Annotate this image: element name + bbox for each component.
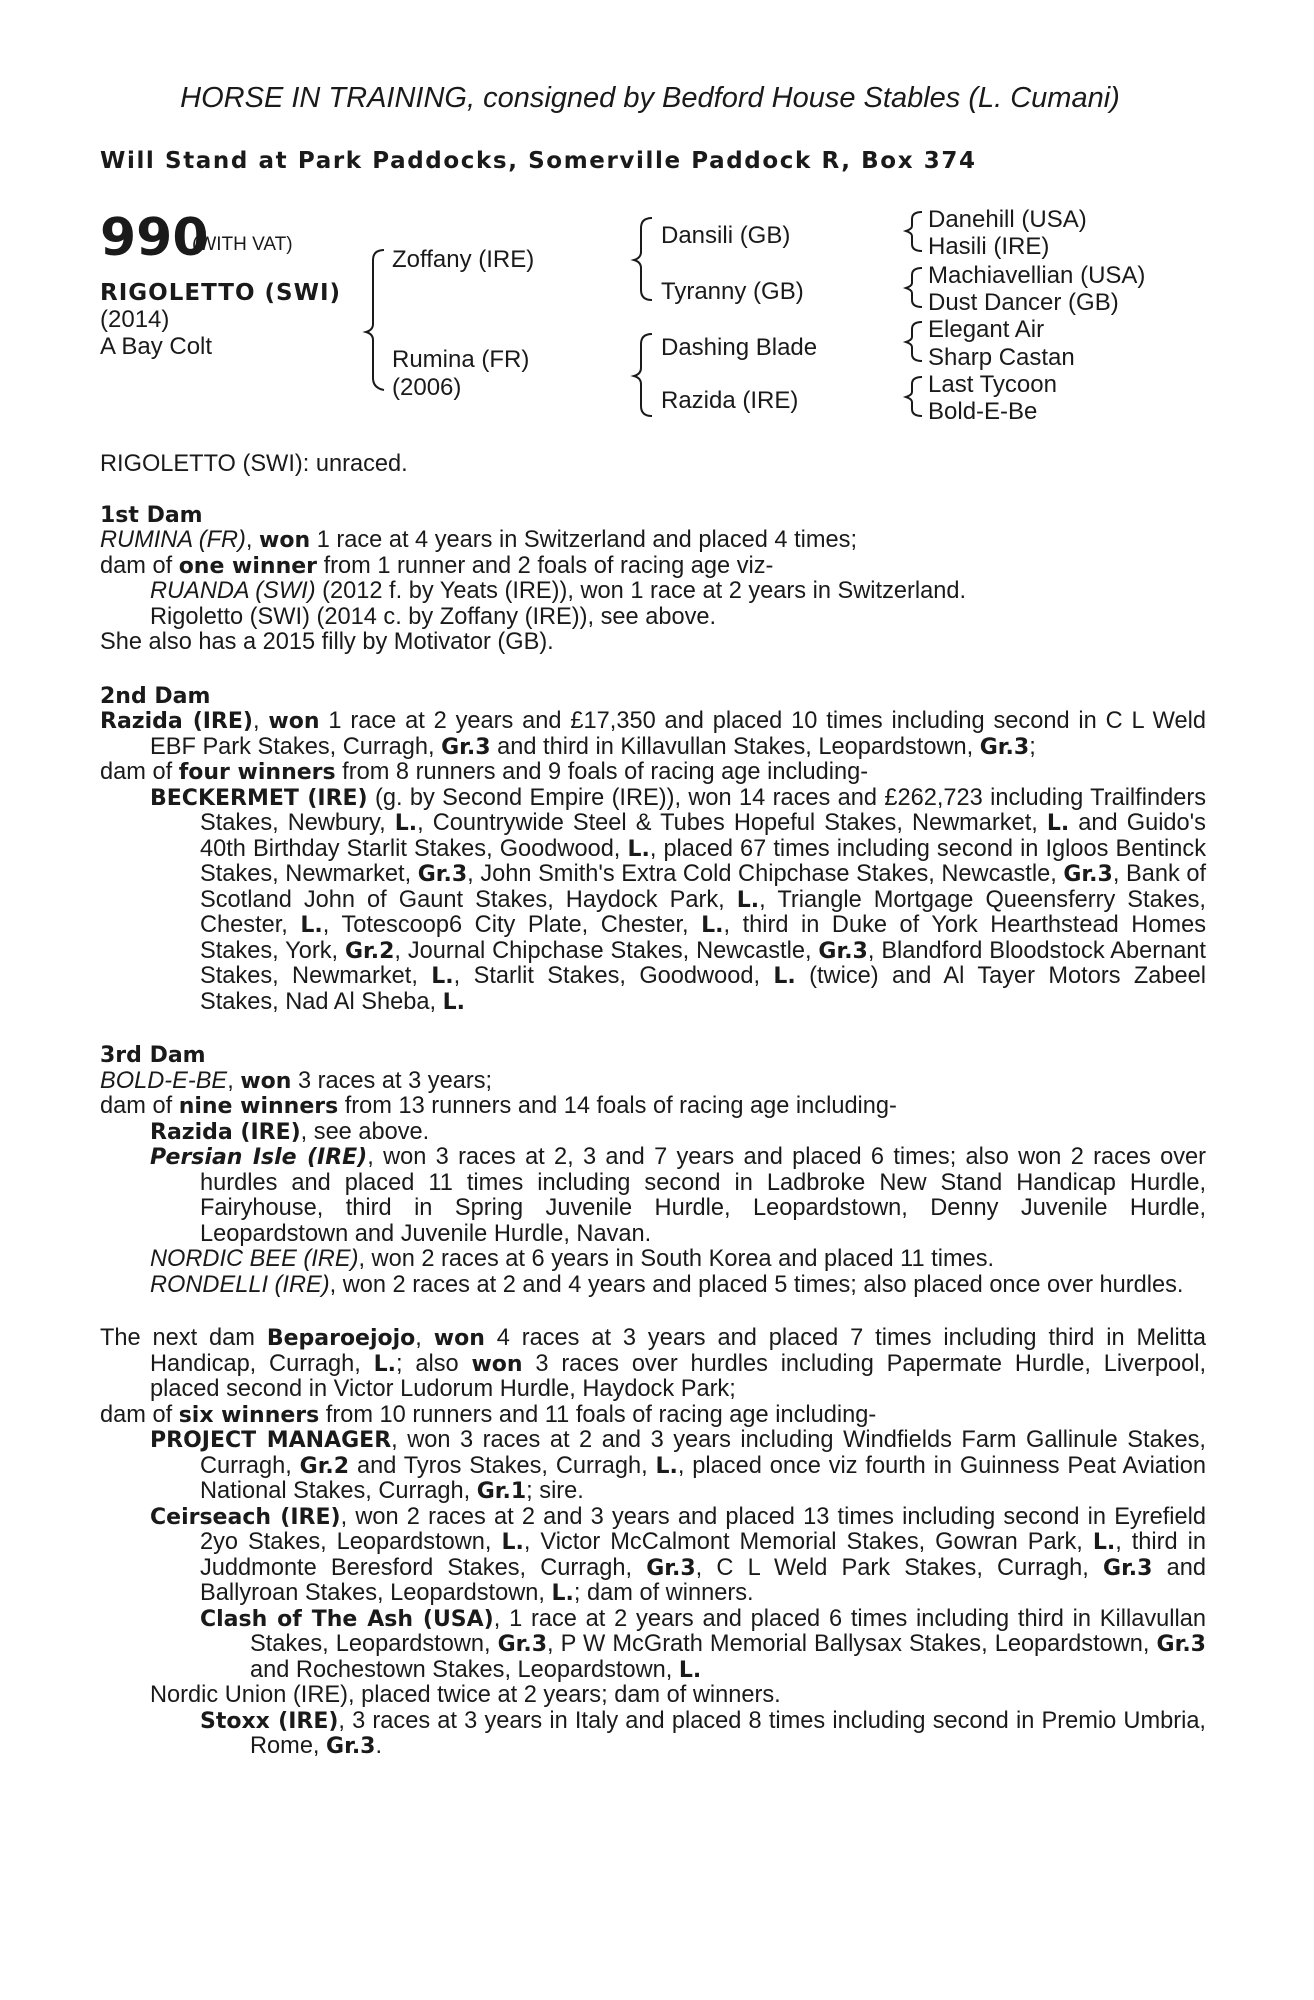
third-dam-heading: 3rd Dam (100, 1043, 206, 1068)
third-dam-record: BOLD-E-BE, won 3 races at 3 years; (100, 1067, 493, 1094)
next-dam-granddaughter-stoxx: Stoxx (IRE), 3 races at 3 years in Italy and placed 8 times including second in Premio Umbria, Rome, Gr.3. (200, 1707, 1206, 1759)
second-dam-foal-beckermet: BECKERMET (IRE) (g. by Second Empire (IRE)), won 14 races and £262,723 including Trailfinders Stakes, Newbury, L., Countrywide Steel & Tubes Hopeful Stakes, Newmarket, L. and Guido's 40th Birthday Starlit Stakes, Goodwood, L., placed 67 times including second in Igloos Bentinck Stakes, Newmarket, Gr.3, John Smith's Extra Cold Chipchase Stakes, Newcastle, Gr.3, Bank of Scotland John of Gaunt Stakes, Haydock Park, L., Triangle Mortgage Queensferry Stakes, Chester, L., Totescoop6 City Plate, Chester, L., third in Duke of York Hearthstead Homes Stakes, York, Gr.2, Journal Chipchase Stakes, Newcastle, Gr.3, Blandford Bloodstock Abernant Stakes, Newmarket, L., Starlit Stakes, Goodwood, L. (twice) and Al Tayer Motors Zabeel Stakes, Nad Al Sheba, L. (150, 784, 1207, 1015)
brace-g3-4 (906, 377, 922, 416)
horse-description: A Bay Colt (100, 333, 213, 360)
first-dam-filly: She also has a 2015 filly by Motivator (GB). (100, 629, 554, 655)
second-dam-heading: 2nd Dam (100, 683, 211, 709)
brace-sire (634, 218, 652, 300)
horse-name: RIGOLETTO (SWI) (100, 280, 342, 306)
first-dam-foal-2: Rigoletto (SWI) (2014 c. by Zoffany (IRE)), see above. (150, 603, 717, 630)
next-dam-foal-ceirseach: Ceirseach (IRE), won 2 races at 2 and 3 years and placed 13 times including second in Eyrefield 2yo Stakes, Leopardstown, L., Victor McCalmont Memorial Stakes, Gowran Park, L., third in Juddmonte Beresford Stakes, Curragh, Gr.3, C L Weld Park Stakes, Curragh, Gr.3 and Ballyroan Stakes, Leopardstown, L.; dam of winners. (150, 1503, 1206, 1606)
third-dam-foal-persian-isle: Persian Isle (IRE), won 3 races at 2, 3 and 7 years and placed 6 times; also won 2 races over hurdles and placed 11 times including second in Ladbroke New Stand Handicap Hurdle, Fairyhouse, third in Spring Juvenile Hurdle, Leopardstown, Denny Juvenile Hurdle, Leopardstown and Juvenile Hurdle, Navan. (150, 1144, 1206, 1247)
pedigree-g3-6: Sharp Castan (928, 344, 1075, 371)
pedigree-g3-2: Hasili (IRE) (928, 233, 1050, 260)
brace-sire-dam (366, 250, 384, 390)
next-dam-record: The next dam Beparoejojo, won 4 races at 3 years and placed 7 times including third in Melitta Handicap, Curragh, L.; also won 3 races over hurdles including Papermate Hurdle, Liverpool, placed second in Victor Ludorum Hurdle, Haydock Park; (100, 1325, 1206, 1402)
lot-number: 990 (100, 208, 209, 268)
second-dam-record: Razida (IRE), won 1 race at 2 years and £17,350 and placed 10 times including second in C L Weld EBF Park Stakes, Curragh, Gr.3 and third in Killavullan Stakes, Leopardstown, Gr.3; (100, 708, 1206, 760)
next-dam-produce: dam of six winners from 10 runners and 11 foals of racing age including- (100, 1401, 877, 1428)
pedigree-dam-year: (2006) (392, 374, 462, 401)
brace-g3-1 (906, 212, 922, 251)
second-dam-produce: dam of four winners from 8 runners and 9 foals of racing age including- (100, 759, 869, 785)
third-dam-produce: dam of nine winners from 13 runners and 14 foals of racing age including- (100, 1093, 897, 1119)
pedigree-g3-7: Last Tycoon (928, 371, 1057, 398)
first-dam-record: RUMINA (FR), won 1 race at 4 years in Switzerland and placed 4 times; (100, 527, 858, 553)
pedigree-sire-sire: Dansili (GB) (661, 222, 791, 249)
next-dam-foal-nordic-union: Nordic Union (IRE), placed twice at 2 years; dam of winners. (150, 1682, 781, 1708)
pedigree-g3-5: Elegant Air (928, 316, 1045, 343)
pedigree-dam-sire: Dashing Blade (661, 334, 818, 361)
pedigree-sire: Zoffany (IRE) (392, 246, 535, 273)
pedigree-braces (0, 0, 1314, 440)
first-dam-heading: 1st Dam (100, 502, 203, 528)
pedigree-dam-dam: Razida (IRE) (661, 387, 799, 414)
brace-g3-2 (906, 268, 922, 307)
first-dam-produce: dam of one winner from 1 runner and 2 foals of racing age viz- (100, 552, 774, 579)
horse-year: (2014) (100, 306, 170, 333)
stand-location: Will Stand at Park Paddocks, Somerville Paddock R, Box 374 (100, 148, 977, 174)
pedigree-g3-3: Machiavellian (USA) (928, 262, 1146, 289)
unraced-note: RIGOLETTO (SWI): unraced. (100, 451, 408, 477)
page-heading: HORSE IN TRAINING, consigned by Bedford House Stables (L. Cumani) (180, 82, 1120, 114)
catalogue-body (100, 452, 1206, 1760)
third-dam-foal-razida: Razida (IRE), see above. (150, 1118, 430, 1145)
lot-vat-note: (WITH VAT) (192, 234, 293, 255)
first-dam-foal-1: RUANDA (SWI) (2012 f. by Yeats (IRE)), won 1 race at 2 years in Switzerland. (150, 578, 967, 604)
brace-g3-3 (906, 322, 922, 361)
next-dam-granddaughter-clash-of-the-ash: Clash of The Ash (USA), 1 race at 2 years and placed 6 times including third in Killavullan Stakes, Leopardstown, Gr.3, P W McGrath Memorial Ballysax Stakes, Leopardstown, Gr.3 and Rochestown Stakes, Leopardstown, L. (200, 1605, 1206, 1683)
pedigree-sire-dam: Tyranny (GB) (661, 278, 804, 305)
brace-dam (634, 334, 652, 416)
next-dam-foal-project-manager: PROJECT MANAGER, won 3 races at 2 and 3 years including Windfields Farm Gallinule Stakes, Curragh, Gr.2 and Tyros Stakes, Curragh, L., placed once viz fourth in Guinness Peat Aviation National Stakes, Curragh, Gr.1; sire. (150, 1427, 1206, 1504)
third-dam-foal-rondelli: RONDELLI (IRE), won 2 races at 2 and 4 years and placed 5 times; also placed once over hurdles. (150, 1271, 1184, 1298)
pedigree-g3-1: Danehill (USA) (928, 206, 1087, 233)
pedigree-g3-8: Bold-E-Be (928, 398, 1038, 425)
pedigree-dam: Rumina (FR) (392, 346, 530, 373)
pedigree-g3-4: Dust Dancer (GB) (928, 289, 1119, 316)
third-dam-foal-nordic-bee: NORDIC BEE (IRE), won 2 races at 6 years in South Korea and placed 11 times. (150, 1246, 995, 1272)
